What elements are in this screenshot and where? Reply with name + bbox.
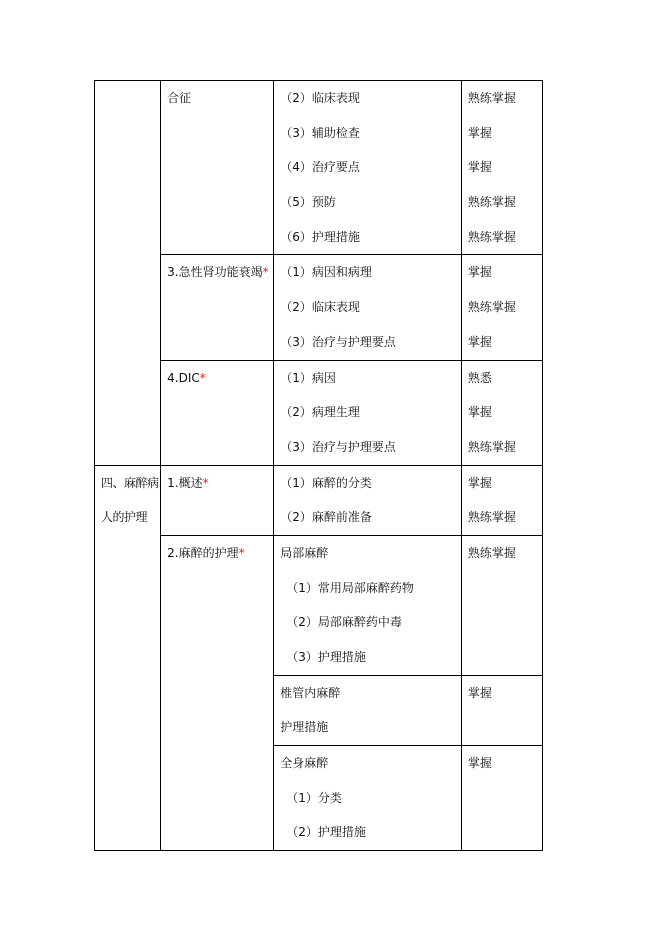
- level-item: 熟练掌握: [467, 229, 516, 244]
- level-cell: [461, 675, 542, 745]
- level-cell: [461, 465, 542, 535]
- content-heading: 椎管内麻醉: [280, 685, 341, 700]
- level-item: 熟练掌握: [467, 195, 516, 210]
- topic-label: 2.麻醉的护理: [167, 545, 239, 560]
- content-item: （2）病理生理: [280, 405, 360, 420]
- level-item: 掌握: [467, 265, 492, 280]
- level-cell: [461, 360, 542, 465]
- content-item: （1）病因和病理: [280, 265, 372, 280]
- unit-cell-empty: [95, 81, 161, 466]
- content-item: （2）麻醉前准备: [280, 510, 372, 525]
- level-item: 熟练掌握: [467, 91, 516, 105]
- content-item: （2）护理措施: [286, 825, 366, 840]
- level-cell: [461, 81, 542, 255]
- content-cell: [274, 255, 462, 360]
- topic-label: 合征: [167, 91, 192, 105]
- level-item: 熟悉: [467, 370, 492, 385]
- content-item: （1）分类: [286, 790, 342, 805]
- content-heading: 局部麻醉: [280, 545, 329, 560]
- level-item: 熟练掌握: [467, 439, 516, 454]
- table-row: [95, 360, 543, 465]
- key-star-mark: *: [199, 370, 206, 385]
- topic-cell: [161, 255, 274, 360]
- level-cell: [461, 746, 542, 851]
- content-cell: [274, 535, 462, 675]
- topic-label: 1.概述: [167, 475, 203, 490]
- unit-label: 四、麻醉病: [101, 475, 159, 490]
- content-cell: [274, 746, 462, 851]
- level-item: 掌握: [467, 756, 492, 771]
- content-item: （3）治疗与护理要点: [280, 439, 396, 454]
- key-star-mark: *: [238, 545, 245, 560]
- content-item: （3）护理措施: [286, 650, 366, 664]
- topic-cell: [161, 81, 274, 255]
- table-row: [95, 535, 543, 675]
- content-cell: [274, 675, 462, 745]
- level-item: 掌握: [467, 125, 492, 140]
- content-item: （1）麻醉的分类: [280, 475, 372, 490]
- unit-cell: [95, 465, 161, 851]
- topic-cell: [161, 535, 274, 850]
- level-item: 熟练掌握: [467, 510, 516, 525]
- content-item: （1）常用局部麻醉药物: [286, 580, 414, 595]
- table-row: [95, 465, 543, 535]
- table-row: [95, 81, 543, 255]
- level-item: 熟练掌握: [467, 545, 516, 560]
- content-item: （3）治疗与护理要点: [280, 334, 396, 349]
- level-item: 掌握: [467, 334, 492, 349]
- topic-label: 4.DIC: [167, 370, 200, 385]
- topic-cell: [161, 465, 274, 535]
- content-item: （5）预防: [280, 195, 336, 210]
- level-cell: [461, 535, 542, 675]
- table-row: [95, 255, 543, 360]
- topic-cell: [161, 360, 274, 465]
- content-item: （2）局部麻醉药中毒: [286, 615, 402, 630]
- key-star-mark: *: [262, 265, 269, 280]
- level-item: 掌握: [467, 160, 492, 175]
- syllabus-table: [94, 80, 543, 851]
- level-item: 掌握: [467, 475, 492, 490]
- level-cell: [461, 255, 542, 360]
- unit-label: 人的护理: [101, 510, 148, 525]
- content-cell: [274, 465, 462, 535]
- content-item: （1）病因: [280, 370, 336, 385]
- content-heading: 全身麻醉: [280, 756, 329, 771]
- level-item: 熟练掌握: [467, 300, 516, 315]
- level-item: 掌握: [467, 685, 492, 700]
- topic-label: 3.急性肾功能衰竭: [167, 265, 263, 280]
- content-cell: [274, 360, 462, 465]
- content-item: （4）治疗要点: [280, 160, 360, 175]
- content-item: （3）辅助检查: [280, 125, 360, 140]
- content-item: （6）护理措施: [280, 229, 360, 244]
- content-item: （2）临床表现: [280, 91, 360, 105]
- key-star-mark: *: [202, 475, 209, 490]
- content-cell: [274, 81, 462, 255]
- content-item: 护理措施: [280, 720, 329, 735]
- level-item: 掌握: [467, 405, 492, 420]
- content-item: （2）临床表现: [280, 300, 360, 315]
